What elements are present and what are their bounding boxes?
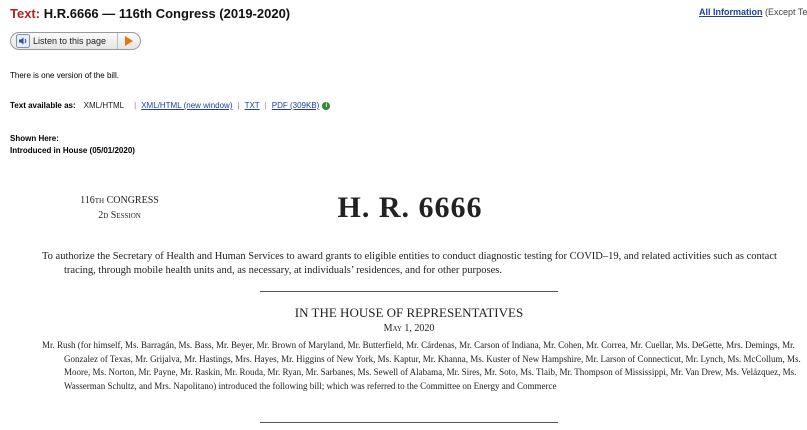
listen-label: Listen to this page (33, 36, 107, 46)
format-txt-link[interactable]: TXT (244, 101, 260, 110)
listen-button[interactable] (10, 32, 141, 50)
speaker-icon (15, 33, 31, 49)
text-available-label: Text available as: (10, 101, 76, 110)
divider (260, 291, 558, 292)
versions-note: There is one version of the bill. (10, 71, 119, 80)
format-xml-current: XML/HTML (83, 101, 125, 110)
bill-number: H. R. 6666 (337, 191, 483, 224)
format-xml-new-window-link[interactable]: XML/HTML (new window) (141, 101, 233, 110)
separator: | (237, 101, 240, 110)
bill-title: H.R.6666 — 116th Congress (2019-2020) (43, 6, 291, 21)
shown-here-value: Introduced in House (05/01/2020) (10, 146, 135, 155)
page-title (10, 6, 290, 21)
introduced-date: May 1, 2020 (383, 323, 435, 334)
bill-purpose: To authorize the Secretary of Health and Human Services to award grants to eligible entities to conduct diagnostic testing for COVID–19, and related activities such as contact tracing, through mobile health units and, as necessary, at individuals’ residences, and for other purposes. (42, 251, 777, 276)
format-pdf-link[interactable]: PDF (309KB) (271, 101, 320, 110)
info-icon[interactable]: i (322, 102, 330, 110)
all-information-link[interactable]: All Information (699, 7, 763, 17)
all-info-suffix: (Except Te (765, 7, 807, 17)
all-info-area (699, 7, 807, 17)
session-label: 2d Session (98, 210, 141, 221)
play-icon (125, 36, 133, 46)
text-formats-bar (10, 101, 330, 110)
shown-here-label: Shown Here: (10, 134, 59, 143)
separator: | (264, 101, 267, 110)
sponsors-text: Mr. Rush (for himself, Ms. Barragán, Ms. Bass, Mr. Beyer, Mr. Brown of Maryland, Mr. Butterfield, Mr. Cárdenas, Mr. Carson of Indiana, Mr. Cohen, Mr. Correa, Mr. Cuellar, Ms. DeGette, Mrs. Demings, Mr. Gonzalez of Texas, Mr. Grijalva, Mr. Hastings, Mrs. Hayes, Mr. Higgins of New York, Ms. Kaptur, Mr. Khanna, Ms. Kuster of New Hampshire, Mr. Larson of Connecticut, Mr. Lynch, Ms. McCollum, Ms. Moore, Ms. Norton, Mr. Payne, Mr. Raskin, Mr. Rouda, Mr. Ryan, Mr. Sarbanes, Ms. Sewell of Alabama, Mr. Sires, Mr. Soto, Ms. Tlaib, Mr. Thompson of Mississippi, Mr. Van Drew, Ms. Velázquez, Ms. Wasserman Schultz, and Mrs. Napolitano) introduced the following bill; which was referred to the Committee on Energy and Commerce (42, 340, 801, 391)
chamber-heading: IN THE HOUSE OF REPRESENTATIVES (294, 305, 524, 320)
play-button[interactable] (117, 33, 140, 49)
shown-here-block (10, 133, 135, 157)
divider (260, 422, 558, 423)
title-label: Text: (10, 6, 41, 21)
congress-label: 116th CONGRESS (80, 195, 159, 206)
separator: | (134, 101, 137, 110)
congress-session-block (62, 193, 177, 223)
